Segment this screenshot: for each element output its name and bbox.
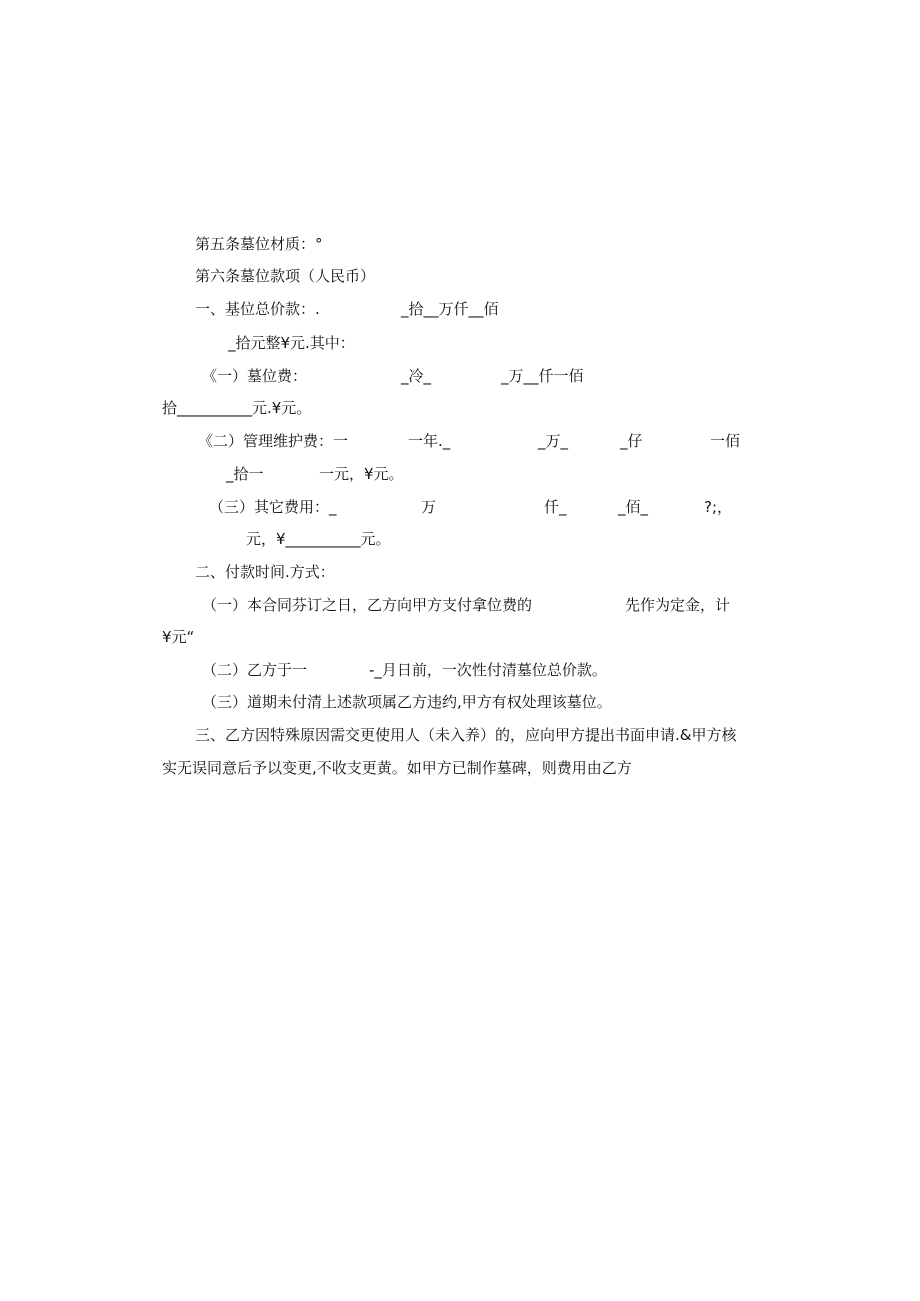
maintenance-fee-year: 一年._ bbox=[408, 432, 451, 450]
payment-clause-2-date: -_月日前，一次性付清墓位总价款。 bbox=[369, 661, 607, 679]
other-fees-wan: 万 bbox=[421, 498, 437, 516]
article-5-material: 第五条墓位材质：° bbox=[195, 235, 323, 253]
payment-heading: 二、付款时间.方式： bbox=[195, 563, 335, 581]
total-price-label: 一、基位总价款：. bbox=[195, 300, 320, 318]
maintenance-fee-wan: _万_ bbox=[538, 432, 569, 450]
payment-clause-1-amount: ¥元“ bbox=[162, 628, 195, 646]
other-fees-bai: _佰_ bbox=[618, 498, 649, 516]
change-user-clause: 三、乙方因特殊原因需交更使用人（未入养）的，应向甲方提出书面申请.&甲方核 bbox=[195, 726, 737, 744]
article-6-heading: 第六条墓位款项（人民币） bbox=[195, 267, 376, 285]
total-price-amount: _拾__万仟__佰 bbox=[401, 300, 499, 318]
total-price-continuation: _拾元整¥元.其中： bbox=[228, 334, 355, 352]
maintenance-fee-yuan: 一元，¥元。 bbox=[319, 465, 404, 483]
other-fees-label: （三）其它费用：_ bbox=[209, 498, 337, 516]
plot-fee-label: 《一）墓位费： bbox=[202, 367, 308, 385]
other-fees-misc: ?;， bbox=[704, 498, 733, 516]
payment-clause-1: （一）本合同芬订之日，乙方向甲方支付拿位费的 bbox=[202, 596, 533, 614]
other-fees-qian: 仟_ bbox=[544, 498, 567, 516]
other-fees-yuan: 元，¥__________元。 bbox=[246, 530, 391, 548]
payment-clause-1-deposit: 先作为定金，计 bbox=[625, 596, 731, 614]
plot-fee-blank-1: _冷_ bbox=[401, 367, 432, 385]
maintenance-fee-bai: 一佰 bbox=[710, 432, 741, 450]
plot-fee-continuation: 拾__________元.¥元。 bbox=[162, 399, 312, 417]
change-user-clause-continuation: 实无误同意后予以变更,不收支更黄。如甲方已制作墓碑，则费用由乙方 bbox=[162, 759, 632, 777]
payment-clause-2: （二）乙方于一 bbox=[202, 661, 308, 679]
maintenance-fee-qian: _仔 bbox=[620, 432, 643, 450]
maintenance-fee-shi: _拾一 bbox=[226, 465, 264, 483]
payment-clause-3: （三）道期未付清上述款项属乙方违约,甲方有权处理该墓位。 bbox=[202, 693, 612, 711]
maintenance-fee-label: 《二）管理维护费：一 bbox=[198, 432, 349, 450]
plot-fee-blank-2: _万__仟一佰 bbox=[501, 367, 584, 385]
